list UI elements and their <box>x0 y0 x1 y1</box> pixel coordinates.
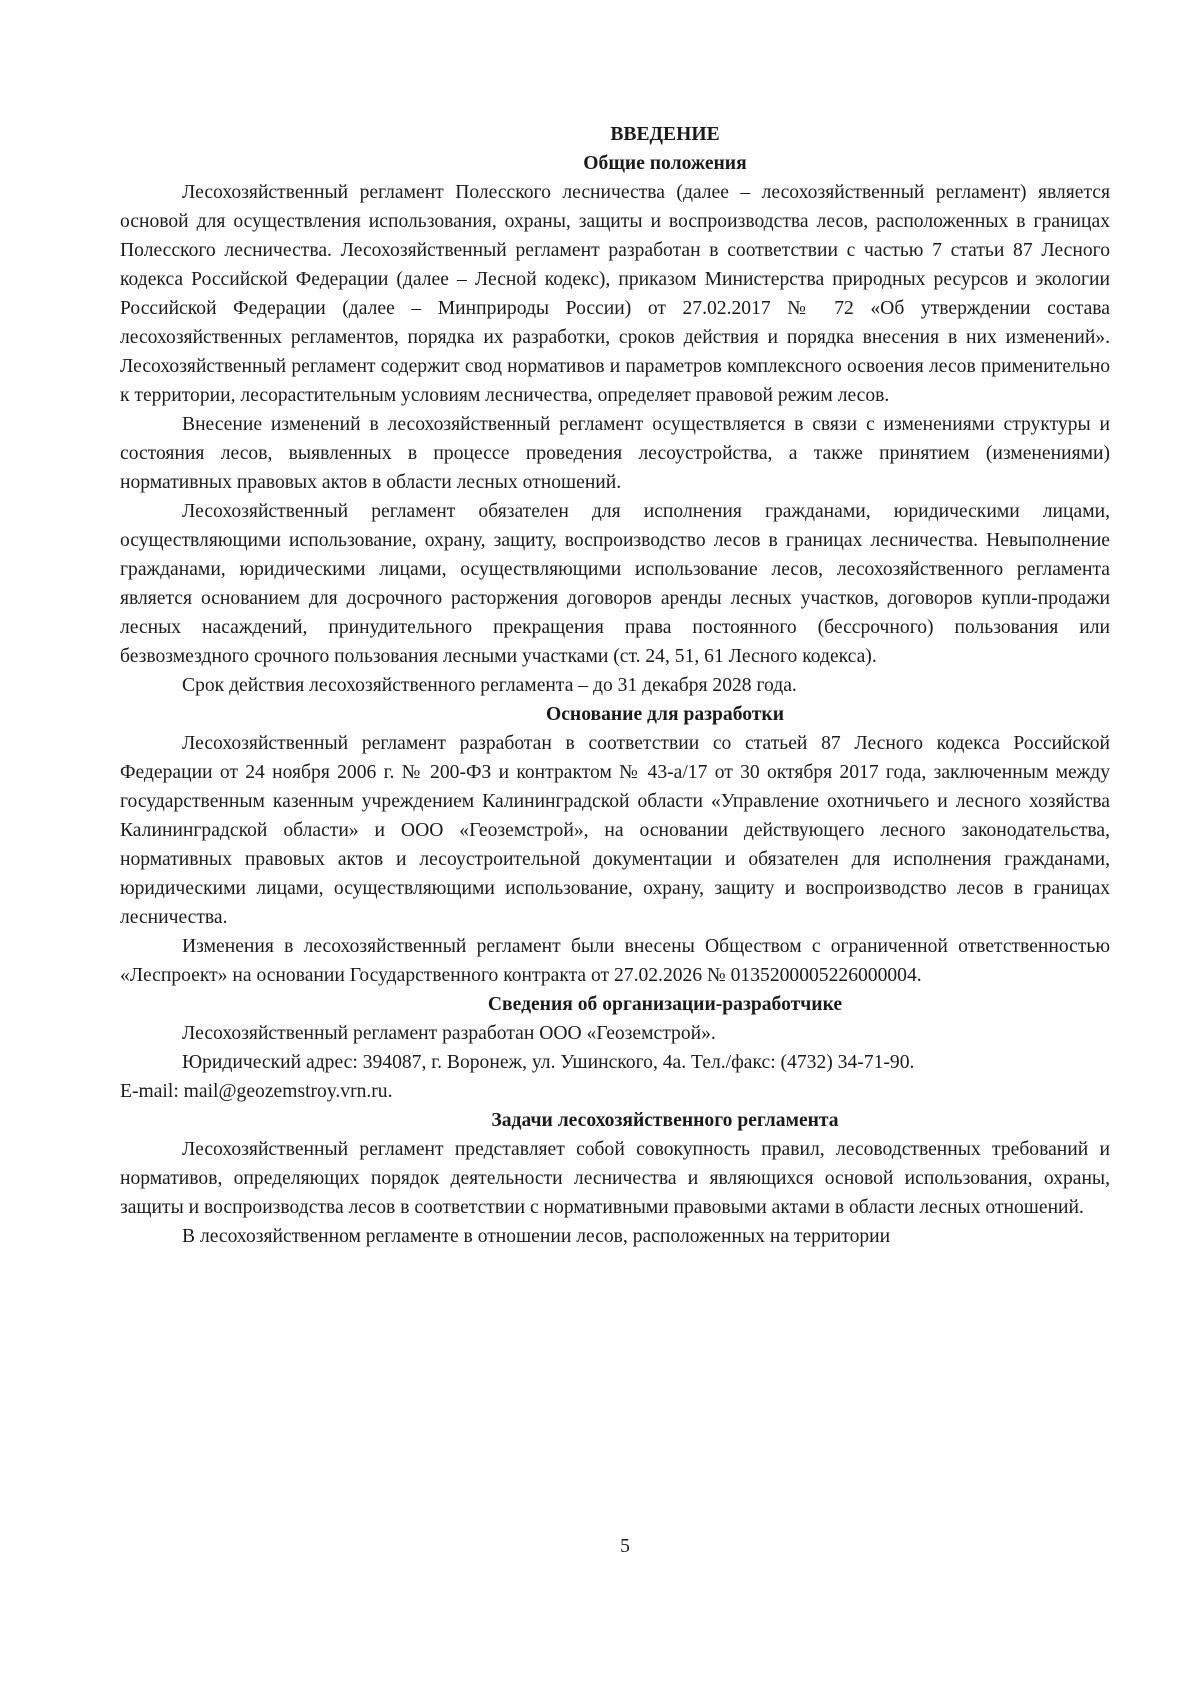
email-line: E-mail: mail@geozemstroy.vrn.ru. <box>120 1081 393 1102</box>
section-heading-developer: Сведения об организации-разработчике <box>487 994 843 1015</box>
section-heading-general: Общие положения <box>583 153 747 174</box>
paragraph: Лесохозяйственный регламент разработан ООО «Геоземстрой». <box>182 1023 716 1044</box>
paragraph: Лесохозяйственный регламент представляет собой совокупность правил, лесоводственных требований и нормативов, определяющих порядок деятельности лесничества и являющихся основой использования, охраны, защиты и воспроизводства лесов в соответствии с нормативными правовыми актами в области лесных отношений. <box>120 1139 1110 1218</box>
paragraph: Изменения в лесохозяйственный регламент были внесены Обществом с ограниченной ответственностью «Леспроект» на основании Государственного контракта от 27.02.2026 № 0135200005226000004. <box>120 936 1110 986</box>
document-page <box>120 120 1110 1251</box>
paragraph: Внесение изменений в лесохозяйственный регламент осуществляется в связи с изменениями структуры и состояния лесов, выявленных в процессе проведения лесоустройства, а также принятием (изменениями) нормативных правовых актов в области лесных отношений. <box>120 414 1110 493</box>
paragraph: Срок действия лесохозяйственного регламента – до 31 декабря 2028 года. <box>182 675 797 696</box>
section-heading-tasks: Задачи лесохозяйственного регламента <box>491 1110 839 1131</box>
paragraph: В лесохозяйственном регламенте в отношении лесов, расположенных на территории <box>182 1226 891 1247</box>
paragraph: Юридический адрес: 394087, г. Воронеж, ул. Ушинского, 4а. Тел./факс: (4732) 34-71-90. <box>182 1052 915 1073</box>
paragraph: Лесохозяйственный регламент обязателен для исполнения гражданами, юридическими лицами, осуществляющими использование, охрану, защиту, воспроизводство лесов в границах лесничества. Невыполнение гражданами, юридическими лицами, осуществляющими использование лесов, лесохозяйственного регламента является основанием для досрочного расторжения договоров аренды лесных участков, договоров купли-продажи лесных насаждений, принудительного прекращения права постоянного (бессрочного) пользования или безвозмездного срочного пользования лесными участками (ст. 24, 51, 61 Лесного кодекса). <box>120 501 1110 667</box>
paragraph: Лесохозяйственный регламент Полесского лесничества (далее – лесохозяйственный регламент) является основой для осуществления использования, охраны, защиты и воспроизводства лесов, расположенных в границах Полесского лесничества. Лесохозяйственный регламент разработан в соответствии с частью 7 статьи 87 Лесного кодекса Российской Федерации (далее – Лесной кодекс), приказом Министерства природных ресурсов и экологии Российской Федерации (далее – Минприроды России) от 27.02.2017 № 72 «Об утверждении состава лесохозяйственных регламентов, порядка их разработки, сроков действия и порядка внесения в них изменений». Лесохозяйственный регламент содержит свод нормативов и параметров комплексного освоения лесов применительно к территории, лесорастительным условиям лесничества, определяет правовой режим лесов. <box>120 182 1110 406</box>
document-title: ВВЕДЕНИЕ <box>610 124 720 145</box>
page-number: 5 <box>620 1536 630 1557</box>
section-heading-basis: Основание для разработки <box>545 704 785 725</box>
paragraph: Лесохозяйственный регламент разработан в соответствии со статьей 87 Лесного кодекса Российской Федерации от 24 ноября 2006 г. № 200-ФЗ и контрактом № 43-а/17 от 30 октября 2017 года, заключенным между государственным казенным учреждением Калининградской области «Управление охотничьего и лесного хозяйства Калининградской области» и ООО «Геоземстрой», на основании действующего лесного законодательства, нормативных правовых актов и лесоустроительной документации и обязателен для исполнения гражданами, юридическими лицами, осуществляющими использование, охрану, защиту и воспроизводство лесов в границах лесничества. <box>120 733 1110 928</box>
